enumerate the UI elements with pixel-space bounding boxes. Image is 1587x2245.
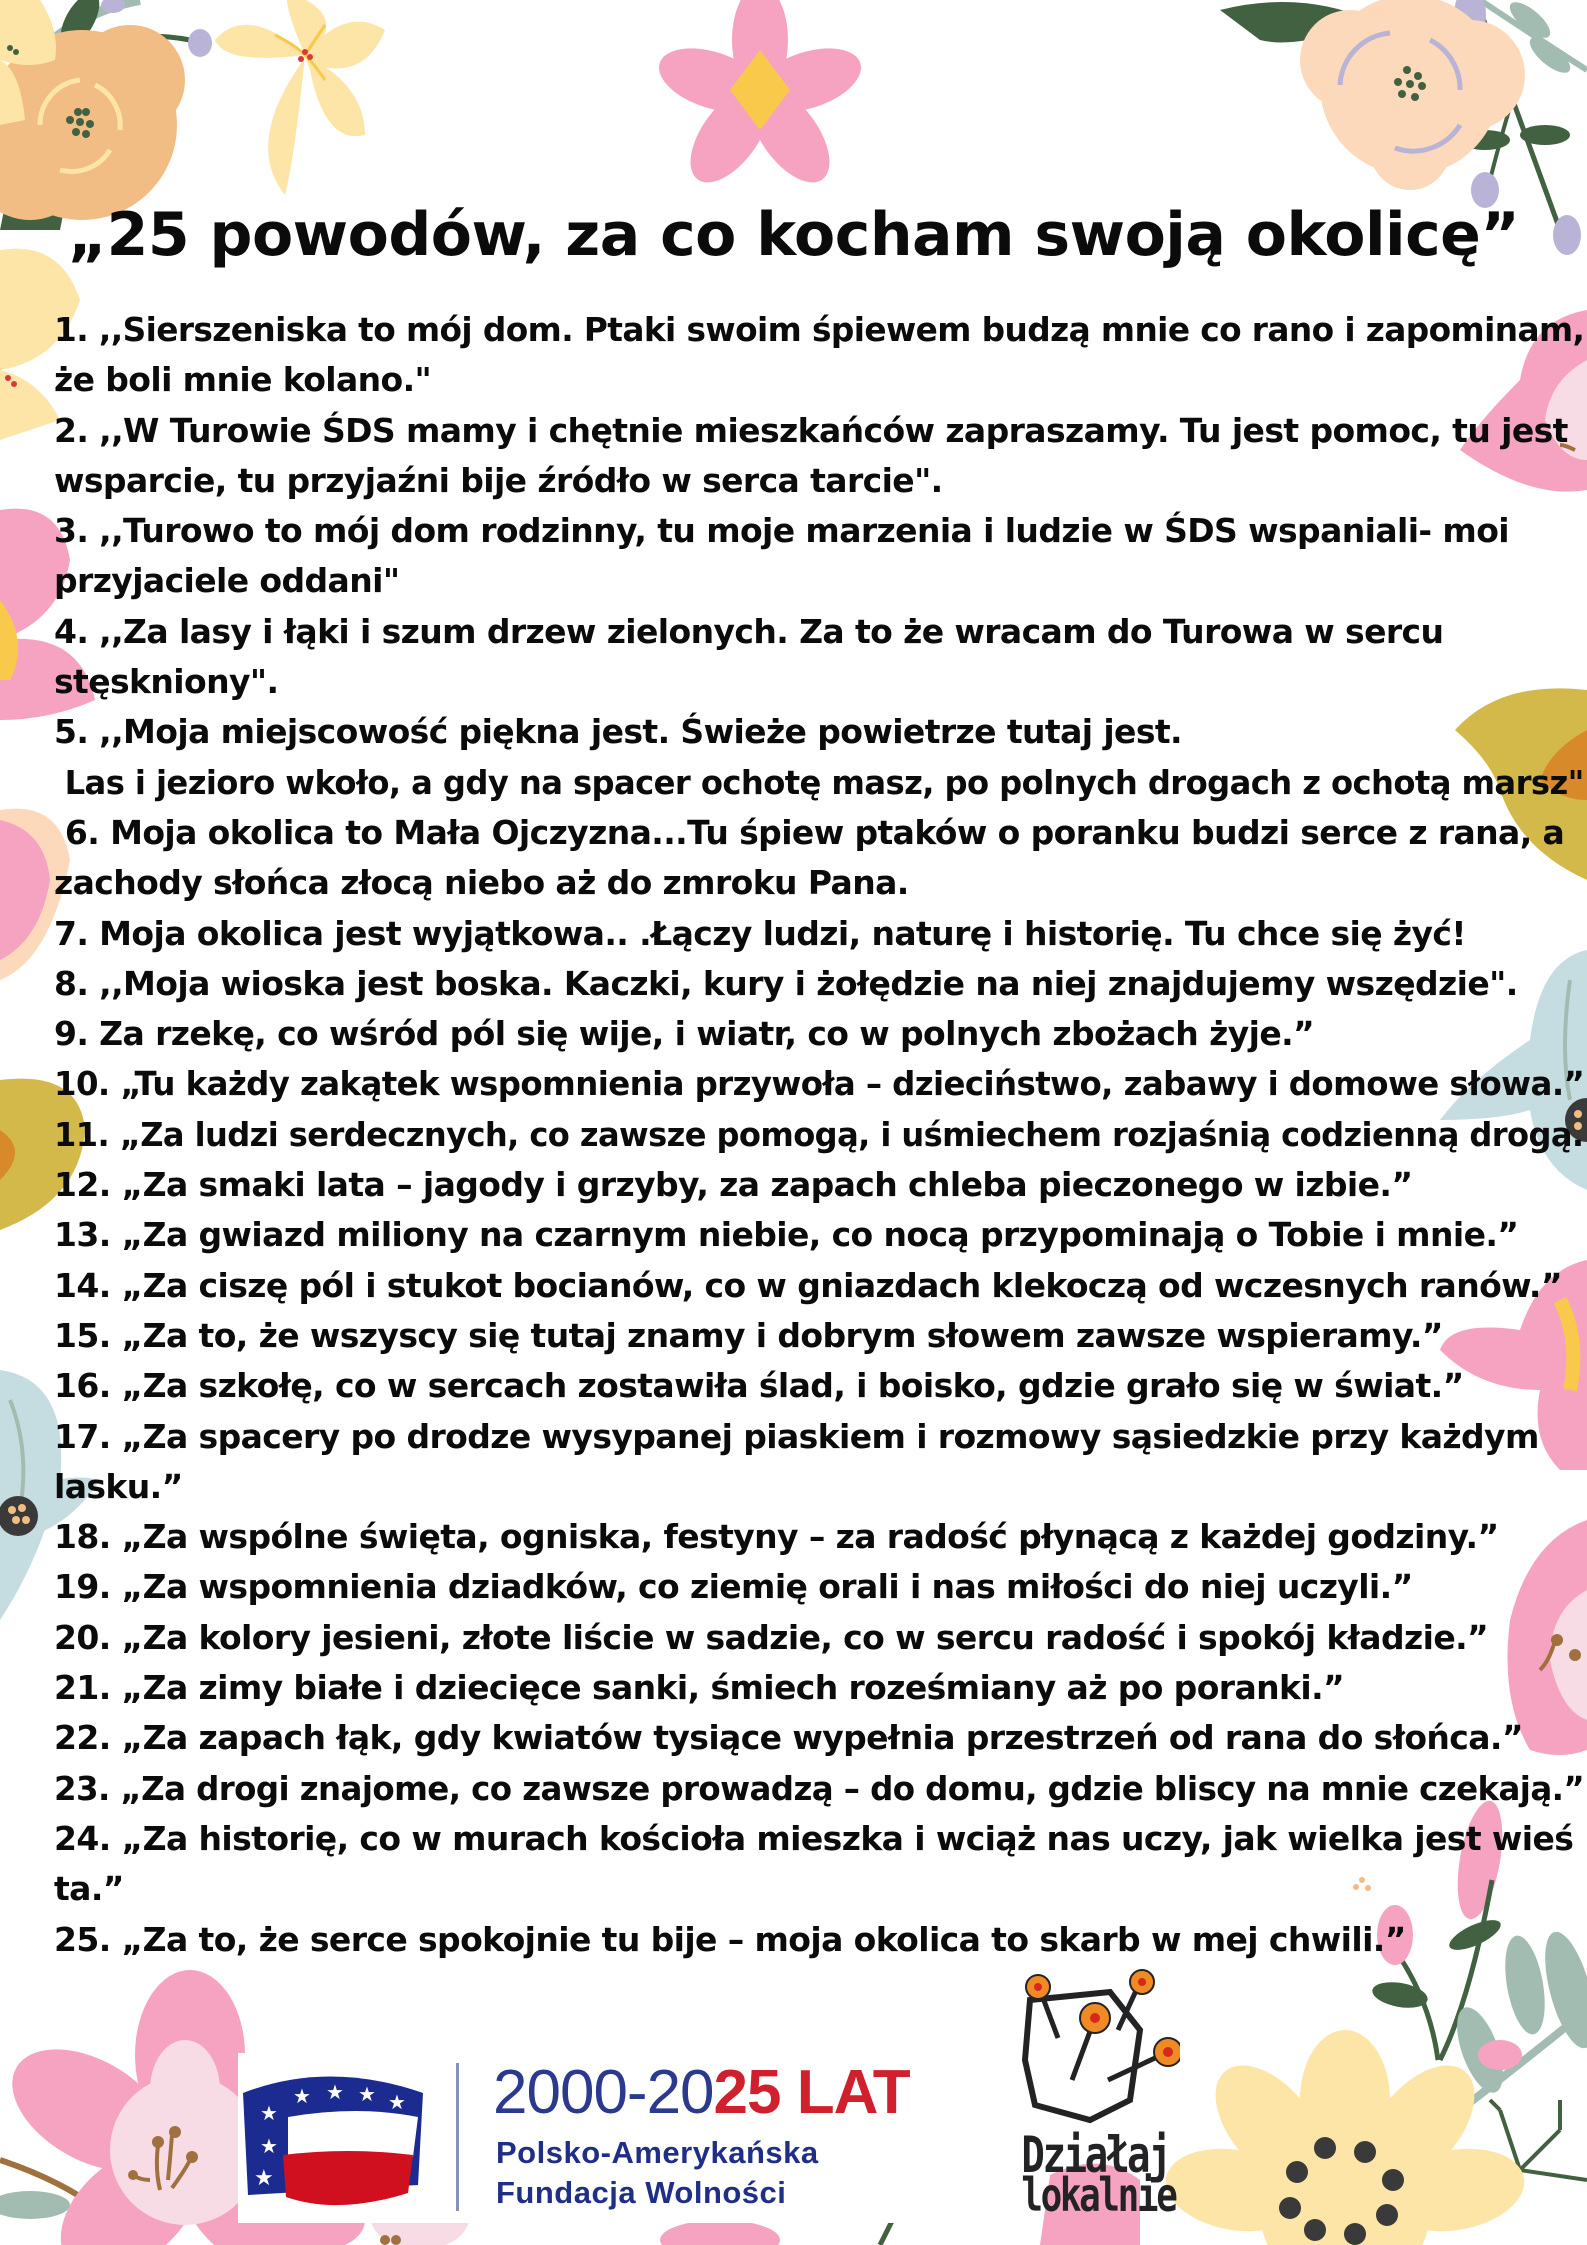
reasons-list bbox=[54, 305, 1584, 1965]
flower-top-yellow bbox=[215, 0, 385, 195]
page-title: „25 powodów, za co kocham swoją okolicę” bbox=[67, 200, 1520, 270]
list-line: 13. „Za gwiazd miliony na czarnym niebie, co nocą przypominają o Tobie i mnie.” bbox=[54, 1215, 1519, 1255]
list-line: 16. „Za szkołę, co w sercach zostawiła ślad, i boisko, gdzie grało się w świat.” bbox=[54, 1366, 1464, 1406]
pafw-years-prefix: 2000-20 bbox=[493, 2058, 714, 2127]
pafw-years bbox=[493, 2057, 910, 2128]
polish-american-flag-icon bbox=[238, 2065, 428, 2215]
list-line: 20. „Za kolory jesieni, złote liście w sadzie, co w sercu radość i spokój kładzie.” bbox=[54, 1617, 1489, 1657]
svg-text:★: ★ bbox=[326, 2080, 344, 2104]
list-line: lasku.” bbox=[54, 1466, 183, 1506]
list-line: 17. „Za spacery po drodze wysypanej piaskiem i rozmowy sąsiedzkie przy każdym bbox=[54, 1416, 1539, 1456]
list-line: że boli mnie kolano." bbox=[54, 360, 432, 400]
list-line: 12. „Za smaki lata – jagody i grzyby, za zapach chleba pieczonego w izbie.” bbox=[54, 1165, 1413, 1205]
pafw-logo bbox=[238, 2053, 950, 2223]
list-line: 21. „Za zimy białe i dziecięce sanki, śmiech roześmiany aż po poranki.” bbox=[54, 1668, 1345, 1708]
svg-text:★: ★ bbox=[293, 2084, 311, 2108]
list-line: 5. ,,Moja miejscowość piękna jest. Świeże powietrze tutaj jest. bbox=[54, 712, 1182, 752]
list-line: 23. „Za drogi znajome, co zawsze prowadzą – do domu, gdzie bliscy na mnie czekają.” bbox=[54, 1768, 1585, 1808]
list-line: 7. Moja okolica jest wyjątkowa.. .Łączy ludzi, naturę i historię. Tu chce się żyć! bbox=[54, 913, 1466, 953]
dzialaj-lokalnie-logo bbox=[1000, 1960, 1180, 2222]
list-line: 24. „Za historię, co w murach kościoła mieszka i wciąż nas uczy, jak wielka jest wieś bbox=[54, 1818, 1574, 1858]
list-line: stęskniony". bbox=[54, 662, 279, 702]
list-line: 15. „Za to, że wszyscy się tutaj znamy i dobrym słowem zawsze wspieramy.” bbox=[54, 1315, 1443, 1355]
flower-top-pink bbox=[651, 0, 869, 196]
list-line: ta.” bbox=[54, 1869, 124, 1909]
list-line: wsparcie, tu przyjaźni bije źródło w serca tarcie". bbox=[54, 460, 943, 500]
svg-text:★: ★ bbox=[358, 2082, 376, 2106]
list-line: 22. „Za zapach łąk, gdy kwiatów tysiące wypełnia przestrzeń od rana do słońca.” bbox=[54, 1718, 1523, 1758]
list-line: 11. „Za ludzi serdecznych, co zawsze pomogą, i uśmiechem rozjaśnią codzienną drogą. bbox=[54, 1114, 1584, 1154]
list-line: 4. ,,Za lasy i łąki i szum drzew zielonych. Za to że wracam do Turowa w sercu bbox=[54, 611, 1444, 651]
list-line: Las i jezioro wkoło, a gdy na spacer ochotę masz, po polnych drogach z ochotą marsz" bbox=[54, 762, 1584, 802]
logo-divider bbox=[456, 2063, 459, 2211]
pafw-name-line1: Polsko-Amerykańska bbox=[496, 2135, 819, 2170]
list-line: przyjaciele oddani" bbox=[54, 561, 400, 601]
svg-text:★: ★ bbox=[254, 2166, 274, 2191]
pafw-name-line2: Fundacja Wolności bbox=[496, 2175, 787, 2210]
svg-text:★: ★ bbox=[260, 2101, 278, 2125]
list-line: 18. „Za wspólne święta, ogniska, festyny – za radość płynącą z każdej godziny.” bbox=[54, 1517, 1499, 1557]
pocket-flowers-icon bbox=[1000, 1960, 1180, 2130]
list-line: zachody słońca złocą niebo aż do zmroku Pana. bbox=[54, 863, 909, 903]
list-line: 6. Moja okolica to Mała Ojczyzna...Tu śpiew ptaków o poranku budzi serce z rana, a bbox=[54, 812, 1565, 852]
flower-top-left-cluster bbox=[0, 0, 212, 230]
list-line: 10. „Tu każdy zakątek wspomnienia przywoła – dzieciństwo, zabawy i domowe słowa.” bbox=[54, 1064, 1585, 1104]
pafw-years-highlight: 25 LAT bbox=[713, 2058, 910, 2127]
list-line: 8. ,,Moja wioska jest boska. Kaczki, kury i żołędzie na niej znajdujemy wszędzie". bbox=[54, 963, 1518, 1003]
list-line: 3. ,,Turowo to mój dom rodzinny, tu moje marzenia i ludzie w ŚDS wspaniali- moi bbox=[54, 511, 1509, 551]
list-line: 25. „Za to, że serce spokojnie tu bije – moja okolica to skarb w mej chwili.” bbox=[54, 1919, 1406, 1959]
svg-text:★: ★ bbox=[260, 2134, 278, 2158]
svg-text:★: ★ bbox=[388, 2090, 406, 2114]
list-line: 19. „Za wspomnienia dziadków, co ziemię orali i nas miłości do niej uczyli.” bbox=[54, 1567, 1413, 1607]
dzialaj-text: Działaj bbox=[1021, 2126, 1170, 2184]
list-line: 14. „Za ciszę pól i stukot bocianów, co w gniazdach klekoczą od wczesnych ranów.” bbox=[54, 1265, 1562, 1305]
lokalnie-text: lokalnie bbox=[1021, 2168, 1176, 2222]
list-line: 2. ,,W Turowie ŚDS mamy i chętnie mieszkańców zapraszamy. Tu jest pomoc, tu jest bbox=[54, 410, 1568, 450]
list-line: 1. ,,Sierszeniska to mój dom. Ptaki swoim śpiewem budzą mnie co rano i zapominam, bbox=[54, 310, 1585, 349]
list-line: 9. Za rzekę, co wśród pól się wije, i wiatr, co w polnych zbożach żyje.” bbox=[54, 1014, 1315, 1054]
